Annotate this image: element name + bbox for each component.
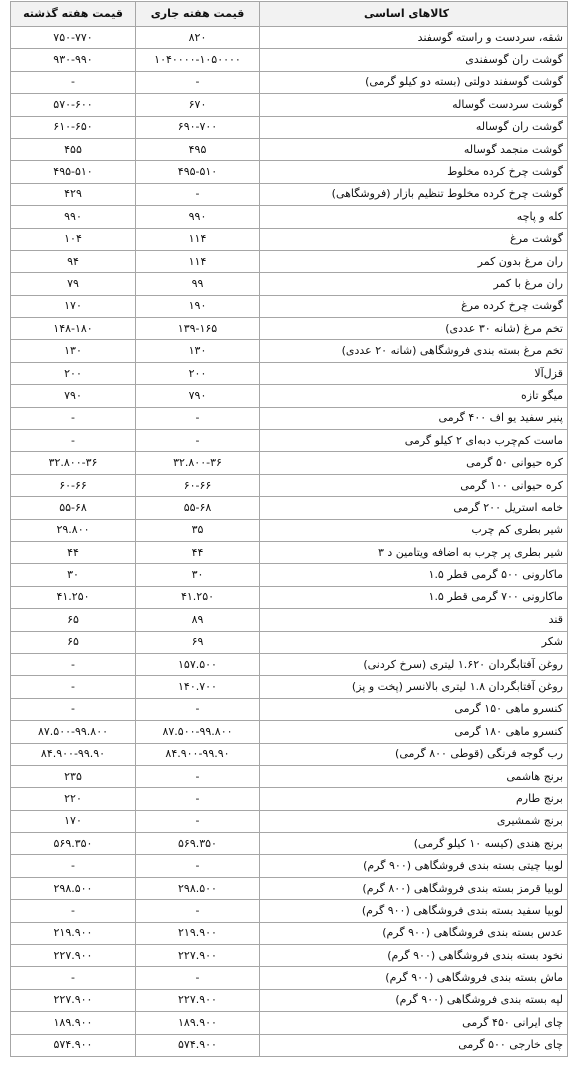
- cell-last-week: ۴۵۵: [11, 138, 136, 160]
- cell-current-week: ۱۹۰: [136, 295, 260, 317]
- cell-current-week: ۴۴: [136, 541, 260, 563]
- cell-item: روغن آفتابگردان ۱.۸ لیتری بالانسر (پخت و پز): [260, 676, 568, 698]
- cell-item: کنسرو ماهی ۱۵۰ گرمی: [260, 698, 568, 720]
- table-row: [11, 676, 568, 698]
- table-row: [11, 273, 568, 295]
- cell-last-week: ۲۹.۸۰۰: [11, 519, 136, 541]
- cell-current-week: ۲۹۸.۵۰۰: [136, 877, 260, 899]
- cell-item: کره حیوانی ۱۰۰ گرمی: [260, 474, 568, 496]
- cell-item: میگو تازه: [260, 385, 568, 407]
- cell-item: گوشت منجمد گوساله: [260, 138, 568, 160]
- cell-current-week: ۱۴۰.۷۰۰: [136, 676, 260, 698]
- cell-current-week: -: [136, 183, 260, 205]
- cell-last-week: ۲۲۰: [11, 788, 136, 810]
- cell-current-week: ۹۹: [136, 273, 260, 295]
- cell-current-week: -: [136, 788, 260, 810]
- cell-last-week: ۹۹۰: [11, 206, 136, 228]
- table-row: [11, 788, 568, 810]
- table-row: [11, 967, 568, 989]
- cell-last-week: -: [11, 676, 136, 698]
- table-row: [11, 765, 568, 787]
- cell-current-week: ۶۷۰: [136, 94, 260, 116]
- cell-current-week: ۲۰۰: [136, 362, 260, 384]
- cell-item: عدس بسته بندی فروشگاهی (۹۰۰ گرم): [260, 922, 568, 944]
- cell-current-week: -: [136, 810, 260, 832]
- cell-current-week: ۱۰۴۰۰۰۰-۱۰۵۰۰۰۰: [136, 49, 260, 71]
- cell-item: ماکارونی ۷۰۰ گرمی قطر ۱.۵: [260, 586, 568, 608]
- cell-item: برنج طارم: [260, 788, 568, 810]
- cell-current-week: -: [136, 900, 260, 922]
- table-row: [11, 900, 568, 922]
- cell-item: تخم مرغ (شانه ۳۰ عددی): [260, 318, 568, 340]
- table-row: [11, 362, 568, 384]
- cell-current-week: ۳۵: [136, 519, 260, 541]
- cell-item: ماش بسته بندی فروشگاهی (۹۰۰ گرم): [260, 967, 568, 989]
- cell-item: گوشت چرخ کرده مرغ: [260, 295, 568, 317]
- table-row: [11, 497, 568, 519]
- table-row: [11, 452, 568, 474]
- cell-current-week: -: [136, 71, 260, 93]
- cell-last-week: -: [11, 71, 136, 93]
- cell-current-week: -: [136, 967, 260, 989]
- table-row: [11, 138, 568, 160]
- cell-item: قند: [260, 609, 568, 631]
- cell-last-week: ۵۷۴.۹۰۰: [11, 1034, 136, 1056]
- cell-item: چای خارجی ۵۰۰ گرمی: [260, 1034, 568, 1056]
- cell-item: پنیر سفید یو اف ۴۰۰ گرمی: [260, 407, 568, 429]
- cell-item: گوشت چرخ کرده مخلوط: [260, 161, 568, 183]
- cell-last-week: ۱۳۰: [11, 340, 136, 362]
- cell-current-week: ۴۱.۲۵۰: [136, 586, 260, 608]
- table-row: [11, 49, 568, 71]
- table-row: [11, 877, 568, 899]
- table-row: [11, 250, 568, 272]
- table-row: [11, 430, 568, 452]
- table-row: [11, 206, 568, 228]
- cell-current-week: ۸۷.۵۰۰-۹۹.۸۰۰: [136, 721, 260, 743]
- cell-last-week: -: [11, 967, 136, 989]
- cell-item: لوبیا سفید بسته بندی فروشگاهی (۹۰۰ گرم): [260, 900, 568, 922]
- cell-current-week: ۲۲۷.۹۰۰: [136, 945, 260, 967]
- cell-item: شیر بطری کم چرب: [260, 519, 568, 541]
- cell-current-week: -: [136, 698, 260, 720]
- cell-last-week: ۸۷.۵۰۰-۹۹.۸۰۰: [11, 721, 136, 743]
- cell-last-week: ۵۷۰-۶۰۰: [11, 94, 136, 116]
- table-row: [11, 71, 568, 93]
- cell-item: گوشت مرغ: [260, 228, 568, 250]
- table-row: [11, 743, 568, 765]
- cell-current-week: -: [136, 407, 260, 429]
- cell-current-week: ۲۲۷.۹۰۰: [136, 989, 260, 1011]
- cell-last-week: -: [11, 653, 136, 675]
- header-last-week: قیمت هفته گذشته: [11, 2, 136, 27]
- cell-item: لوبیا چیتی بسته بندی فروشگاهی (۹۰۰ گرم): [260, 855, 568, 877]
- cell-item: لوبیا قرمز بسته بندی فروشگاهی (۸۰۰ گرم): [260, 877, 568, 899]
- table-row: [11, 989, 568, 1011]
- table-row: [11, 833, 568, 855]
- cell-item: ران مرغ با کمر: [260, 273, 568, 295]
- cell-last-week: ۳۰: [11, 564, 136, 586]
- cell-current-week: ۳۲.۸۰۰-۳۶: [136, 452, 260, 474]
- cell-item: چای ایرانی ۴۵۰ گرمی: [260, 1012, 568, 1034]
- cell-item: نخود بسته بندی فروشگاهی (۹۰۰ گرم): [260, 945, 568, 967]
- price-table: [10, 1, 568, 1057]
- cell-last-week: ۱۰۴: [11, 228, 136, 250]
- price-table-container: [10, 1, 567, 1057]
- cell-current-week: ۵۵-۶۸: [136, 497, 260, 519]
- cell-last-week: ۲۲۷.۹۰۰: [11, 945, 136, 967]
- cell-item: رب گوجه فرنگی (قوطی ۸۰۰ گرمی): [260, 743, 568, 765]
- header-row: [11, 2, 568, 27]
- table-row: [11, 318, 568, 340]
- table-row: [11, 116, 568, 138]
- cell-last-week: ۷۵۰-۷۷۰: [11, 27, 136, 49]
- cell-current-week: ۸۲۰: [136, 27, 260, 49]
- cell-last-week: ۴۱.۲۵۰: [11, 586, 136, 608]
- cell-last-week: ۷۹۰: [11, 385, 136, 407]
- cell-last-week: -: [11, 855, 136, 877]
- cell-item: روغن آفتابگردان ۱.۶۲۰ لیتری (سرخ کردنی): [260, 653, 568, 675]
- cell-current-week: ۱۳۹-۱۶۵: [136, 318, 260, 340]
- cell-last-week: ۵۵-۶۸: [11, 497, 136, 519]
- cell-item: گوشت گوسفند دولتی (بسته دو کیلو گرمی): [260, 71, 568, 93]
- table-row: [11, 609, 568, 631]
- cell-item: ران مرغ بدون کمر: [260, 250, 568, 272]
- cell-current-week: ۱۳۰: [136, 340, 260, 362]
- cell-current-week: ۳۰: [136, 564, 260, 586]
- cell-last-week: ۶۵: [11, 609, 136, 631]
- cell-item: گوشت ران گوساله: [260, 116, 568, 138]
- cell-current-week: ۷۹۰: [136, 385, 260, 407]
- cell-last-week: ۵۶۹.۳۵۰: [11, 833, 136, 855]
- cell-current-week: ۱۵۷.۵۰۰: [136, 653, 260, 675]
- table-row: [11, 698, 568, 720]
- table-row: [11, 340, 568, 362]
- cell-last-week: ۴۹۵-۵۱۰: [11, 161, 136, 183]
- cell-last-week: -: [11, 900, 136, 922]
- cell-current-week: ۵۷۴.۹۰۰: [136, 1034, 260, 1056]
- cell-current-week: -: [136, 765, 260, 787]
- table-row: [11, 945, 568, 967]
- table-row: [11, 855, 568, 877]
- cell-current-week: ۶۹۰-۷۰۰: [136, 116, 260, 138]
- table-row: [11, 810, 568, 832]
- cell-last-week: ۲۲۷.۹۰۰: [11, 989, 136, 1011]
- cell-last-week: ۱۸۹.۹۰۰: [11, 1012, 136, 1034]
- cell-last-week: ۷۹: [11, 273, 136, 295]
- cell-current-week: ۸۴.۹۰۰-۹۹.۹۰: [136, 743, 260, 765]
- cell-last-week: ۴۴: [11, 541, 136, 563]
- cell-last-week: ۹۴: [11, 250, 136, 272]
- cell-last-week: -: [11, 698, 136, 720]
- table-row: [11, 1012, 568, 1034]
- cell-current-week: -: [136, 430, 260, 452]
- cell-item: گوشت سردست گوساله: [260, 94, 568, 116]
- cell-last-week: ۳۲.۸۰۰-۳۶: [11, 452, 136, 474]
- cell-current-week: ۸۹: [136, 609, 260, 631]
- cell-item: شقه، سردست و راسته گوسفند: [260, 27, 568, 49]
- cell-current-week: ۵۶۹.۳۵۰: [136, 833, 260, 855]
- header-current-week: قیمت هفته جاری: [136, 2, 260, 27]
- cell-item: گوشت چرخ کرده مخلوط تنظیم بازار (فروشگاهی): [260, 183, 568, 205]
- table-row: [11, 161, 568, 183]
- table-row: [11, 541, 568, 563]
- cell-last-week: -: [11, 430, 136, 452]
- cell-current-week: ۱۸۹.۹۰۰: [136, 1012, 260, 1034]
- cell-item: برنج شمشیری: [260, 810, 568, 832]
- cell-last-week: ۹۳۰-۹۹۰: [11, 49, 136, 71]
- table-row: [11, 407, 568, 429]
- table-row: [11, 653, 568, 675]
- cell-last-week: ۱۴۸-۱۸۰: [11, 318, 136, 340]
- cell-last-week: ۲۱۹.۹۰۰: [11, 922, 136, 944]
- cell-item: برنج هاشمی: [260, 765, 568, 787]
- cell-current-week: -: [136, 855, 260, 877]
- cell-last-week: ۴۲۹: [11, 183, 136, 205]
- cell-current-week: ۶۰-۶۶: [136, 474, 260, 496]
- table-row: [11, 922, 568, 944]
- table-row: [11, 183, 568, 205]
- cell-last-week: ۱۷۰: [11, 295, 136, 317]
- table-row: [11, 474, 568, 496]
- cell-item: ماکارونی ۵۰۰ گرمی قطر ۱.۵: [260, 564, 568, 586]
- table-row: [11, 586, 568, 608]
- cell-last-week: ۶۱۰-۶۵۰: [11, 116, 136, 138]
- table-row: [11, 94, 568, 116]
- cell-last-week: ۲۳۵: [11, 765, 136, 787]
- table-row: [11, 631, 568, 653]
- cell-current-week: ۴۹۵-۵۱۰: [136, 161, 260, 183]
- cell-item: کره حیوانی ۵۰ گرمی: [260, 452, 568, 474]
- cell-item: شیر بطری پر چرب به اضافه ویتامین د ۳: [260, 541, 568, 563]
- cell-last-week: ۲۹۸.۵۰۰: [11, 877, 136, 899]
- cell-current-week: ۲۱۹.۹۰۰: [136, 922, 260, 944]
- table-row: [11, 27, 568, 49]
- cell-item: خامه استریل ۲۰۰ گرمی: [260, 497, 568, 519]
- table-row: [11, 228, 568, 250]
- cell-current-week: ۱۱۴: [136, 250, 260, 272]
- cell-current-week: ۹۹۰: [136, 206, 260, 228]
- cell-last-week: -: [11, 407, 136, 429]
- table-row: [11, 564, 568, 586]
- cell-item: تخم مرغ بسته بندی فروشگاهی (شانه ۲۰ عددی): [260, 340, 568, 362]
- cell-item: شکر: [260, 631, 568, 653]
- table-row: [11, 721, 568, 743]
- header-item: کالاهای اساسی: [260, 2, 568, 27]
- cell-item: کنسرو ماهی ۱۸۰ گرمی: [260, 721, 568, 743]
- cell-current-week: ۱۱۴: [136, 228, 260, 250]
- cell-last-week: ۶۰-۶۶: [11, 474, 136, 496]
- cell-item: کله و پاچه: [260, 206, 568, 228]
- cell-item: لپه بسته بندی فروشگاهی (۹۰۰ گرم): [260, 989, 568, 1011]
- cell-last-week: ۶۵: [11, 631, 136, 653]
- cell-item: برنج هندی (کیسه ۱۰ کیلو گرمی): [260, 833, 568, 855]
- table-row: [11, 385, 568, 407]
- table-row: [11, 295, 568, 317]
- cell-last-week: ۲۰۰: [11, 362, 136, 384]
- cell-last-week: ۸۴.۹۰۰-۹۹.۹۰: [11, 743, 136, 765]
- cell-item: ماست کم‌چرب دبه‌ای ۲ کیلو گرمی: [260, 430, 568, 452]
- cell-current-week: ۶۹: [136, 631, 260, 653]
- cell-item: قزل‌آلا: [260, 362, 568, 384]
- table-body: [11, 27, 568, 1057]
- table-row: [11, 1034, 568, 1056]
- cell-current-week: ۴۹۵: [136, 138, 260, 160]
- cell-last-week: ۱۷۰: [11, 810, 136, 832]
- cell-item: گوشت ران گوسفندی: [260, 49, 568, 71]
- table-row: [11, 519, 568, 541]
